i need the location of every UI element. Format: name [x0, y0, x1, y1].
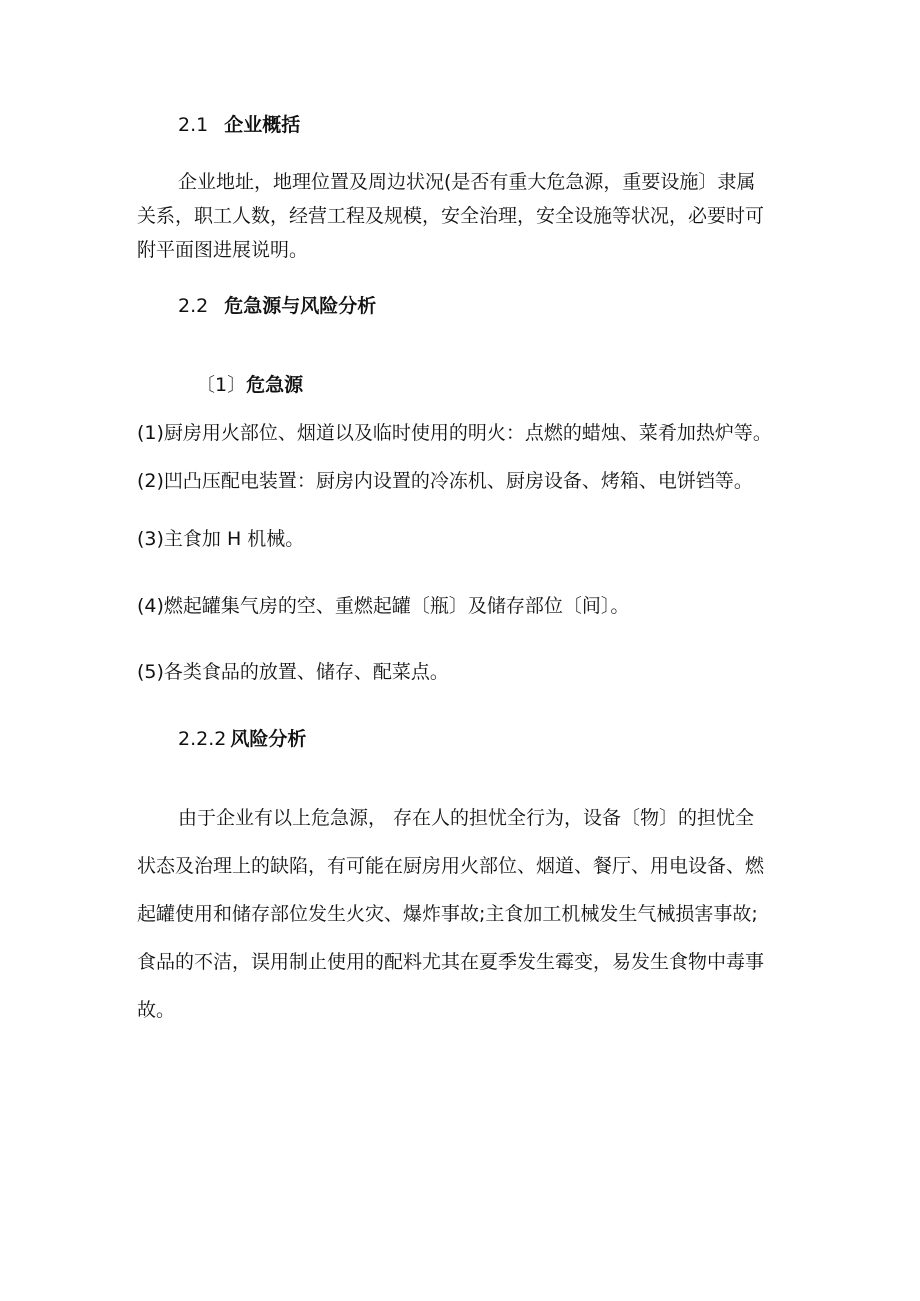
hazard-item: (1)厨房用火部位、烟道以及临时使用的明火：点燃的蜡烛、菜肴加热炉等。 — [137, 422, 772, 444]
section-2-1-heading — [178, 113, 300, 137]
section-title: 危急源与风险分析 — [224, 295, 377, 317]
paragraph-line: 关系，职工人数，经营工程及规模，安全治理，安全设施等状况，必要时可 — [137, 205, 765, 227]
section-number: 2.2.2 — [178, 728, 227, 750]
paragraph-line: 食品的不洁，误用制止使用的配料尤其在夏季发生霉变，易发生食物中毒事 — [137, 951, 765, 973]
paragraph-line: 企业地址，地理位置及周边状况(是否有重大危急源，重要设施〕隶属 — [178, 171, 756, 193]
paragraph-line: 由于企业有以上危急源， 存在人的担忧全行为，设备〔物〕的担忧全 — [178, 807, 755, 829]
hazard-item: (3)主食加 H 机械。 — [137, 528, 305, 550]
paragraph-line: 起罐使用和储存部位发生火灾、爆炸事故;主食加工机械发生气械损害事故; — [137, 903, 758, 925]
section-title: 风险分析 — [230, 728, 307, 750]
subsection-number: 〔1〕 — [196, 374, 247, 396]
subsection-title: 危急源 — [246, 374, 304, 396]
subsection-heading — [196, 373, 303, 397]
hazard-item: (4)燃起罐集气房的空、重燃起罐〔瓶〕及储存部位〔间〕。 — [137, 595, 630, 617]
section-2-2-2-heading — [178, 727, 306, 751]
hazard-item: (2)凹凸压配电装置：厨房内设置的冷冻机、厨房设备、烤箱、电饼铛等。 — [137, 470, 753, 492]
section-title: 企业概括 — [224, 114, 301, 136]
paragraph-line: 故。 — [137, 999, 176, 1021]
paragraph-line: 状态及治理上的缺陷，有可能在厨房用火部位、烟道、餐厅、用电设备、燃 — [137, 855, 765, 877]
section-number: 2.1 — [178, 114, 209, 136]
paragraph-line: 附平面图进展说明。 — [137, 239, 309, 261]
section-2-2-heading — [178, 294, 376, 318]
hazard-item: (5)各类食品的放置、储存、配菜点。 — [137, 661, 449, 683]
section-number: 2.2 — [178, 295, 209, 317]
